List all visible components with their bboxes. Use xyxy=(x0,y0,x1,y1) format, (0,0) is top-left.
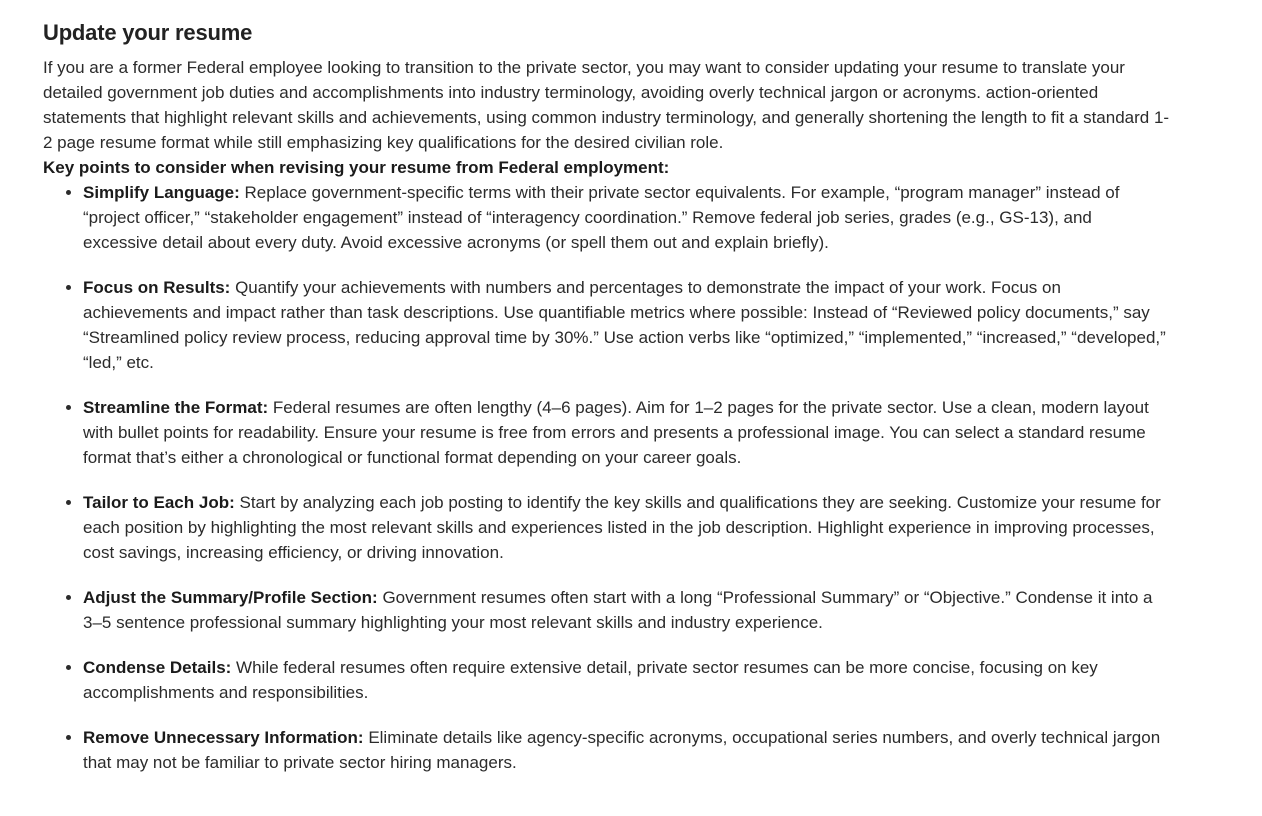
list-item-streamline-format xyxy=(83,395,1170,470)
point-text: Start by analyzing each job posting to identify the key skills and qualifications they are seeking. Customize your resume for each position by highlighting the most relevant skills and experiences listed in the job description. Highlight experience in improving processes, cost savings, increasing efficiency, or driving innovation. xyxy=(83,493,1161,562)
section-title: Update your resume xyxy=(43,20,253,45)
point-term: Remove Unnecessary Information: xyxy=(83,728,364,747)
list-item-condense-details xyxy=(83,655,1170,705)
point-text: Federal resumes are often lengthy (4–6 pages). Aim for 1–2 pages for the private sector. Use a clean, modern layout with bullet points for readability. Ensure your resume is free from errors and presents a professional image. You can select a standard resume format that’s either a chronological or functional format depending on your career goals. xyxy=(83,398,1149,467)
point-term: Streamline the Format: xyxy=(83,398,269,417)
key-points-list xyxy=(43,180,1170,775)
point-term: Adjust the Summary/Profile Section: xyxy=(83,588,378,607)
list-item-remove-unnecessary xyxy=(83,725,1170,775)
intro-paragraph: If you are a former Federal employee looking to transition to the private sector, you may want to consider updating your resume to translate your detailed government job duties and accomplishments into industry terminology, avoiding overly technical jargon or acronyms. action-oriented statements that highlight relevant skills and achievements, using common industry terminology, and generally shortening the length to fit a standard 1-2 page resume format while still emphasizing key qualifications for the desired civilian role. xyxy=(43,58,1170,152)
point-term: Focus on Results: xyxy=(83,278,231,297)
list-item-focus-on-results xyxy=(83,275,1170,375)
list-item-simplify-language xyxy=(83,180,1170,255)
list-item-tailor-to-job xyxy=(83,490,1170,565)
point-text: While federal resumes often require extensive detail, private sector resumes can be more concise, focusing on key accomplishments and responsibilities. xyxy=(83,658,1098,702)
point-text: Eliminate details like agency-specific acronyms, occupational series numbers, and overly technical jargon that may not be familiar to private sector hiring managers. xyxy=(83,728,1161,772)
point-term: Simplify Language: xyxy=(83,183,240,202)
point-text: Quantify your achievements with numbers and percentages to demonstrate the impact of your work. Focus on achievements and impact rather than task descriptions. Use quantifiable metrics where possible: Instead of “Reviewed policy documents,” say “Streamlined policy review process, reducing approval time by 30%.” Use action verbs like “optimized,” “implemented,” “increased,” “developed,” “led,” etc. xyxy=(83,278,1166,372)
point-term: Tailor to Each Job: xyxy=(83,493,235,512)
list-item-adjust-summary xyxy=(83,585,1170,635)
point-term: Condense Details: xyxy=(83,658,232,677)
point-text: Replace government-specific terms with their private sector equivalents. For example, “program manager” instead of “project officer,” “stakeholder engagement” instead of “interagency coordination.” Remove federal job series, grades (e.g., GS-13), and excessive detail about every duty. Avoid excessive acronyms (or spell them out and explain briefly). xyxy=(83,183,1120,252)
point-text: Government resumes often start with a long “Professional Summary” or “Objective.” Condense it into a 3–5 sentence professional summary highlighting your most relevant skills and industry experience. xyxy=(83,588,1153,632)
key-points-heading: Key points to consider when revising your resume from Federal employment: xyxy=(43,158,670,177)
